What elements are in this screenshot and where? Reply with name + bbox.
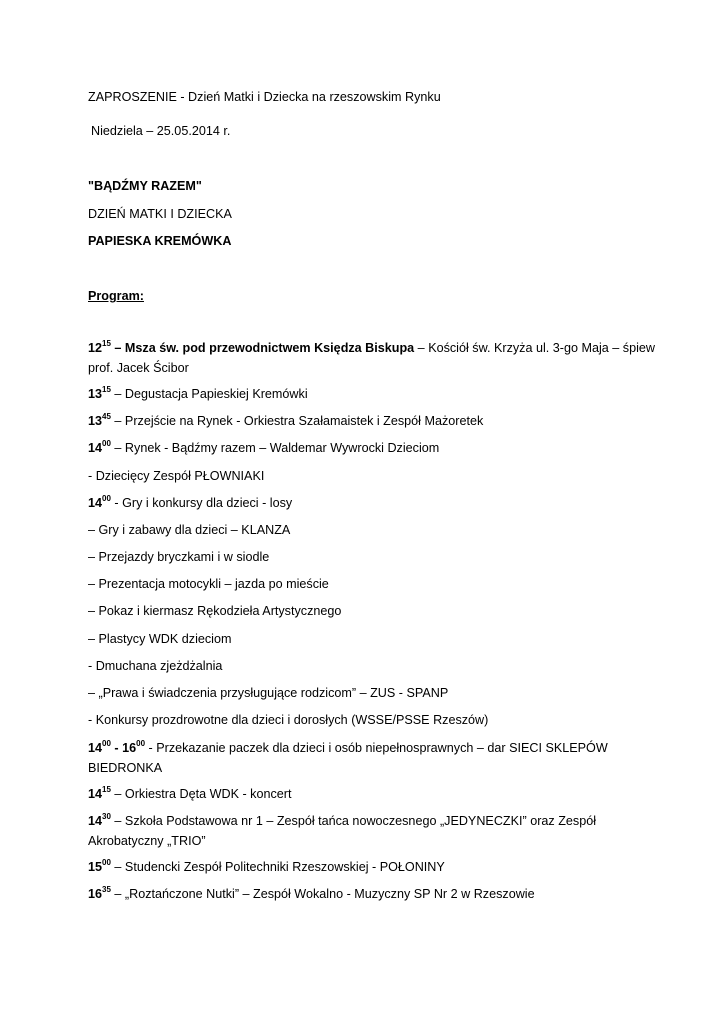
item-hour: 13 bbox=[88, 387, 103, 401]
program-item: – Gry i zabawy dla dzieci – KLANZA bbox=[88, 523, 291, 537]
item-minute: 00 bbox=[102, 739, 111, 748]
item-hour: 13 bbox=[88, 414, 103, 428]
program-item bbox=[88, 384, 665, 404]
item-minute: 15 bbox=[102, 385, 111, 394]
item-text: – Rynek - Bądźmy razem – Waldemar Wywrocki Dzieciom bbox=[110, 441, 440, 455]
item-text: - Gry i konkursy dla dzieci - losy bbox=[110, 496, 293, 510]
invitation-line: ZAPROSZENIE - Dzień Matki i Dziecka na rzeszowskim Rynku bbox=[88, 90, 441, 104]
item-minute: 00 bbox=[102, 858, 111, 867]
program-item bbox=[88, 738, 665, 778]
item-minute: 15 bbox=[102, 339, 111, 348]
item-minute-end: 00 bbox=[136, 739, 146, 748]
item-hour: 14 bbox=[88, 814, 103, 828]
program-item bbox=[88, 857, 665, 877]
item-hour: 15 bbox=[88, 860, 103, 874]
item-hour: 14 bbox=[88, 496, 103, 510]
item-text: – Degustacja Papieskiej Kremówki bbox=[110, 387, 308, 401]
sponsor-title: PAPIESKA KREMÓWKA bbox=[88, 234, 232, 248]
item-minute: 15 bbox=[102, 785, 111, 794]
item-text: – Przejście na Rynek - Orkiestra Szałamaistek i Zespół Mażoretek bbox=[110, 414, 484, 428]
program-item bbox=[88, 811, 665, 851]
program-item: – Pokaz i kiermasz Rękodzieła Artystycznego bbox=[88, 604, 342, 618]
item-hour: 12 bbox=[88, 341, 103, 355]
program-heading: Program: bbox=[88, 289, 144, 303]
item-hour: 14 bbox=[88, 741, 103, 755]
program-item: – Przejazdy bryczkami i w siodle bbox=[88, 550, 270, 564]
event-date: Niedziela – 25.05.2014 r. bbox=[91, 124, 231, 138]
item-text: - Przekazanie paczek dla dzieci i osób niepełnosprawnych – dar SIECI SKLEPÓW BIEDRONKA bbox=[88, 741, 608, 775]
item-hour: 14 bbox=[88, 441, 103, 455]
item-text: – Studencki Zespół Politechniki Rzeszowskiej - POŁONINY bbox=[110, 860, 445, 874]
program-item bbox=[88, 438, 665, 458]
item-hour: 16 bbox=[88, 887, 103, 901]
program-item bbox=[88, 411, 665, 431]
program-item: – „Prawa i świadczenia przysługujące rodzicom” – ZUS - SPANP bbox=[88, 686, 449, 700]
item-hour: 14 bbox=[88, 787, 103, 801]
item-text: – Orkiestra Dęta WDK - koncert bbox=[110, 787, 292, 801]
item-minute: 00 bbox=[102, 494, 111, 503]
program-item: – Plastycy WDK dzieciom bbox=[88, 632, 232, 646]
program-item bbox=[88, 884, 665, 904]
item-minute: 30 bbox=[102, 812, 111, 821]
item-text: – Kościół św. Krzyża ul. 3-go Maja – śpiew prof. Jacek Ścibor bbox=[88, 341, 655, 375]
program-item: - Konkursy prozdrowotne dla dzieci i dorosłych (WSSE/PSSE Rzeszów) bbox=[88, 713, 489, 727]
item-text: – Szkoła Podstawowa nr 1 – Zespół tańca nowoczesnego „JEDYNECZKI” oraz Zespół Akrobatyczny „TRIO” bbox=[88, 814, 597, 848]
event-title: DZIEŃ MATKI I DZIECKA bbox=[88, 207, 232, 221]
item-bold-title: – Msza św. pod przewodnictwem Księdza Biskupa bbox=[110, 341, 415, 355]
item-hour-end: 16 bbox=[122, 741, 137, 755]
program-item bbox=[88, 784, 665, 804]
item-minute: 45 bbox=[102, 412, 111, 421]
program-item: - Dmuchana zjeżdżalnia bbox=[88, 659, 223, 673]
program-item: - Dziecięcy Zespół PŁOWNIAKI bbox=[88, 469, 265, 483]
item-minute: 00 bbox=[102, 439, 111, 448]
item-text: – „Roztańczone Nutki” – Zespół Wokalno - Muzyczny SP Nr 2 w Rzeszowie bbox=[110, 887, 535, 901]
program-item: – Prezentacja motocykli – jazda po mieście bbox=[88, 577, 329, 591]
item-range-separator: - bbox=[110, 741, 123, 755]
program-item bbox=[88, 493, 665, 513]
program-item bbox=[88, 338, 665, 378]
item-minute: 35 bbox=[102, 885, 111, 894]
motto-title: "BĄDŹMY RAZEM" bbox=[88, 179, 202, 193]
